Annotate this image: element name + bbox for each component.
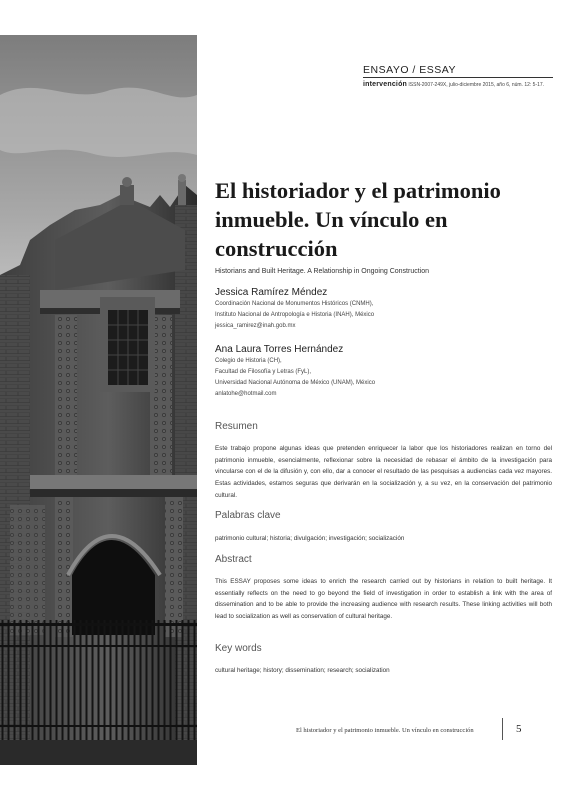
affiliation-line: Coordinación Nacional de Monumentos Históricos (CNMH), <box>215 301 374 307</box>
page-number: 5 <box>516 723 522 735</box>
author-email: anlatohe@hotmail.com <box>215 391 277 397</box>
header-divider <box>363 77 553 78</box>
affiliation-line: Colegio de Historia (CH), <box>215 358 282 364</box>
affiliation-line: Instituto Nacional de Antropología e Historia (INAH), México <box>215 312 375 318</box>
journal-line <box>363 81 544 88</box>
section-label: ENSAYO / ESSAY <box>363 64 456 76</box>
running-title: El historiador y el patrimonio inmueble. Un vínculo en construcción <box>296 727 474 734</box>
journal-name: intervención <box>363 81 408 88</box>
resumen-text: Este trabajo propone algunas ideas que pretenden enriquecer la labor que los historiadores realizan en torno del patrimonio inmueble, esencialmente, reflexionar sobre la necesidad de rebasar el ámbito de la investigación para vincularse con el de la difusión y, con ello, dar a conocer el resultado de las pesquisas a audiencias cada vez mayores. Estas actividades, estamos seguras que derivarán en la socialización y, a su vez, en la conservación del patrimonio cultural. <box>215 445 552 499</box>
keywords-heading: Key words <box>215 643 262 654</box>
abstract-text: This ESSAY proposes some ideas to enrich the research carried out by historians in relation to built heritage. It essentially reflects on the need to go beyond the field of investigation in order to establish a link with the area of dissemination and to be able to provide the increasing audience with research results. These linking activities will both lead to socialization as well as conservation of cultural heritage. <box>215 578 552 621</box>
church-facade-photo <box>0 35 197 765</box>
abstract-heading: Abstract <box>215 554 252 565</box>
title-line: El historiador y el patrimonio <box>215 178 501 203</box>
footer-divider <box>502 718 503 740</box>
affiliation-line: Facultad de Filosofía y Letras (FyL), <box>215 369 312 375</box>
author-affiliation <box>215 356 375 400</box>
title-line: inmueble. Un vínculo en <box>215 207 448 232</box>
keywords-text: cultural heritage; history; dissemination; research; socialization <box>215 667 390 674</box>
author-name: Ana Laura Torres Hernández <box>215 344 344 355</box>
resumen-heading: Resumen <box>215 421 258 432</box>
title-line: construcción <box>215 236 338 261</box>
affiliation-line: Universidad Nacional Autónoma de México (UNAM), México <box>215 380 376 386</box>
author-email: jessica_ramirez@inah.gob.mx <box>215 323 296 329</box>
author-name: Jessica Ramírez Méndez <box>215 287 328 298</box>
author-affiliation <box>215 299 374 332</box>
journal-meta: ISSN-2007-249X, julio-diciembre 2015, año 6, núm. 12: 5-17. <box>408 82 545 88</box>
palabras-clave-heading: Palabras clave <box>215 510 281 521</box>
article-subtitle: Historians and Built Heritage. A Relationship in Ongoing Construction <box>215 268 430 275</box>
palabras-clave-text: patrimonio cultural; historia; divulgación; investigación; socialización <box>215 535 405 542</box>
article-title <box>215 176 545 263</box>
